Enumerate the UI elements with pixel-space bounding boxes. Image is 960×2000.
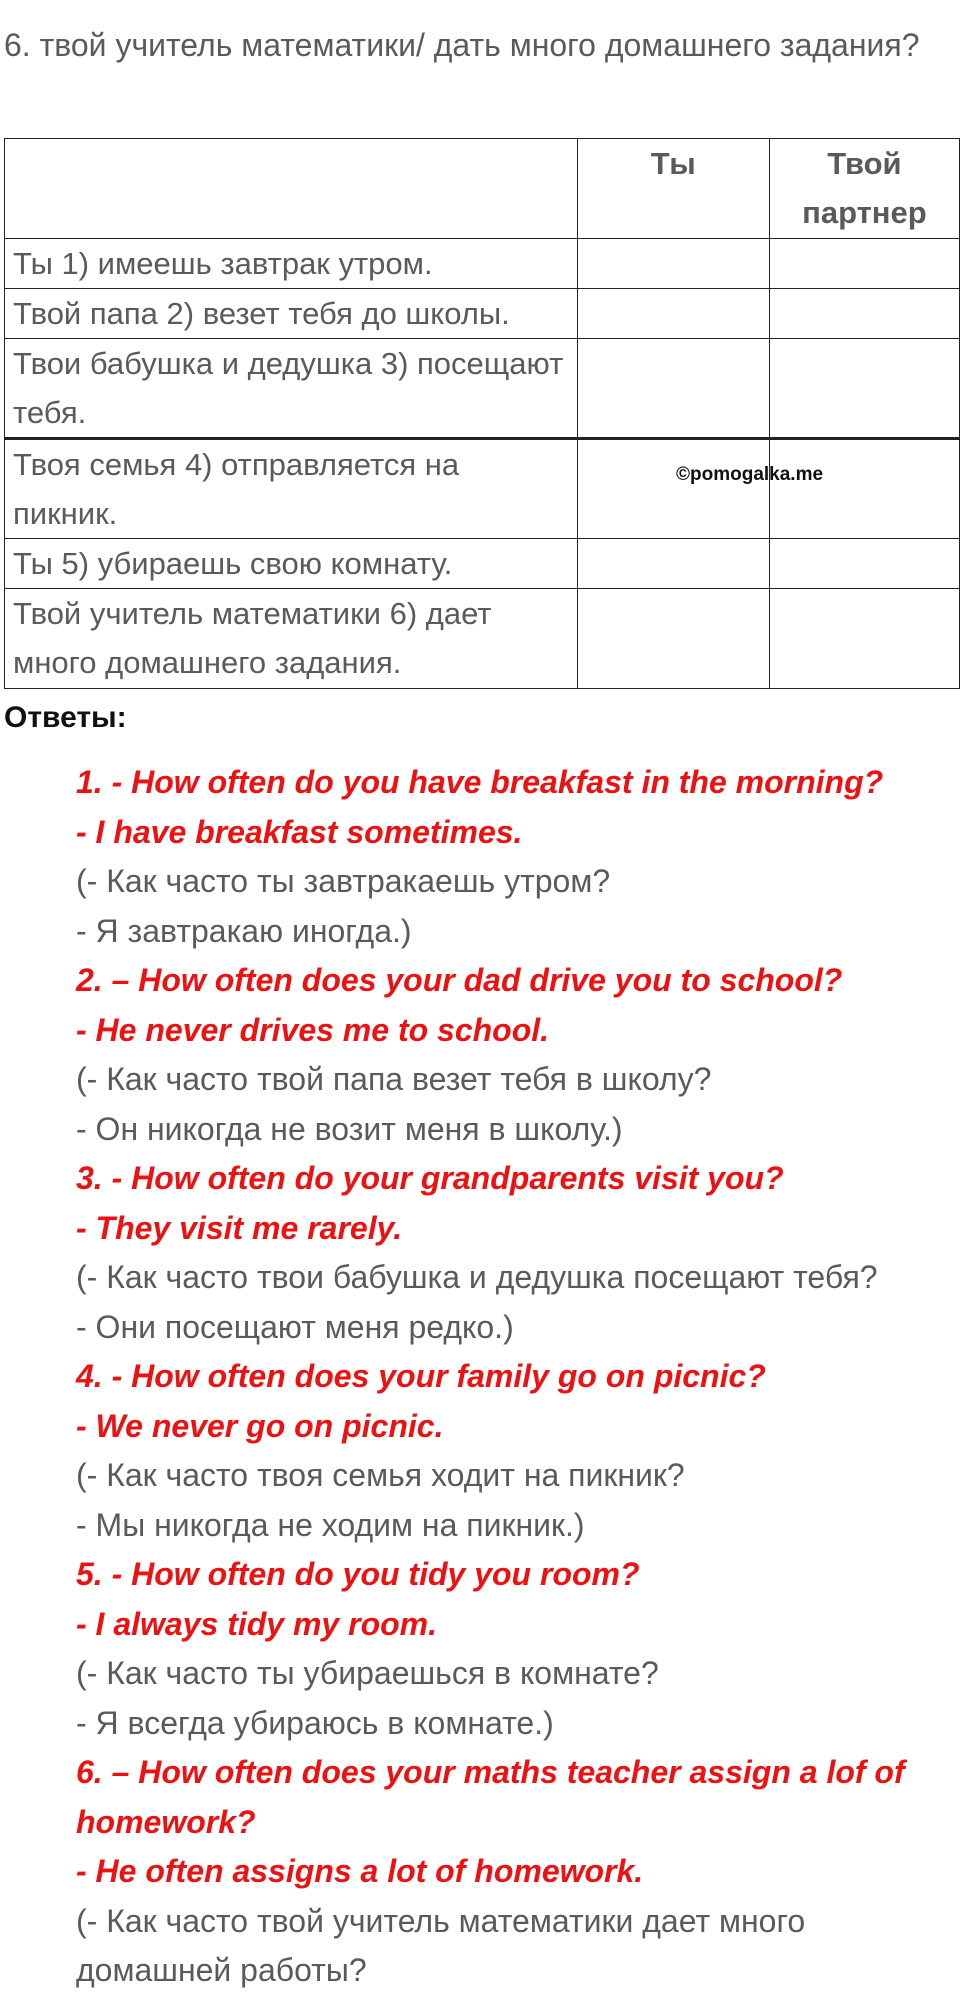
answer-item bbox=[76, 1550, 956, 1748]
answer-translation-response: - Они посещают меня редко.) bbox=[76, 1308, 514, 1345]
answer-item bbox=[76, 1352, 956, 1550]
answer-response: - He often assigns a lot of homework. bbox=[76, 1853, 644, 1889]
answer-question: 5. - How often do you tidy you room? bbox=[76, 1556, 640, 1592]
answer-translation-response: - Он никогда не возит меня в школу.) bbox=[76, 1110, 623, 1147]
row-cell-partner[interactable] bbox=[769, 589, 959, 689]
answer-question: 1. - How often do you have breakfast in the morning? bbox=[76, 764, 884, 800]
answers-list bbox=[76, 758, 956, 1996]
answer-response: - They visit me rarely. bbox=[76, 1209, 403, 1246]
table-row bbox=[5, 339, 960, 439]
answer-translation-response: - Я завтракаю иногда.) bbox=[76, 912, 412, 949]
row-cell-you[interactable] bbox=[577, 239, 769, 289]
row-statement: Твои бабушка и дедушка 3) посещают тебя. bbox=[5, 339, 578, 439]
table-row bbox=[5, 239, 960, 289]
row-cell-you[interactable] bbox=[577, 339, 769, 439]
answer-translation-question: (- Как часто твой учитель математики дает много домашней работы? bbox=[76, 1902, 806, 1988]
row-cell-you[interactable] bbox=[577, 589, 769, 689]
row-statement: Твой папа 2) везет тебя до школы. bbox=[5, 289, 578, 339]
answer-item bbox=[76, 956, 956, 1154]
answer-item bbox=[76, 1748, 956, 1996]
answer-translation-question: (- Как часто твоя семья ходит на пикник? bbox=[76, 1457, 685, 1493]
answer-translation-question: (- Как часто твои бабушка и дедушка посещают тебя? bbox=[76, 1259, 878, 1295]
header-you: Ты bbox=[577, 139, 769, 239]
row-cell-partner[interactable] bbox=[769, 539, 959, 589]
answer-translation-question: (- Как часто ты убираешься в комнате? bbox=[76, 1655, 659, 1691]
watermark-text: ©pomogalka.me bbox=[676, 464, 824, 485]
row-statement: Твой учитель математики 6) дает много домашнего задания. bbox=[5, 589, 578, 689]
answer-response: - We never go on picnic. bbox=[76, 1407, 444, 1444]
header-partner: Твой партнер bbox=[769, 139, 959, 239]
row-cell-you[interactable] bbox=[577, 439, 769, 539]
row-cell-partner[interactable] bbox=[769, 439, 959, 539]
answer-question: 2. – How often does your dad drive you to school? bbox=[76, 962, 843, 998]
answer-response: - I always tidy my room. bbox=[76, 1605, 437, 1642]
answer-translation-question: (- Как часто твой папа везет тебя в школу? bbox=[76, 1061, 712, 1097]
answer-item bbox=[76, 758, 956, 956]
row-cell-partner[interactable] bbox=[769, 289, 959, 339]
answer-question: 6. – How often does your maths teacher assign a lof of homework? bbox=[76, 1754, 905, 1840]
table-row bbox=[5, 289, 960, 339]
table-row bbox=[5, 439, 960, 539]
table-row bbox=[5, 589, 960, 689]
row-statement: Ты 1) имеешь завтрак утром. bbox=[5, 239, 578, 289]
row-cell-partner[interactable] bbox=[769, 239, 959, 289]
answer-item bbox=[76, 1154, 956, 1352]
row-statement: Ты 5) убираешь свою комнату. bbox=[5, 539, 578, 589]
answer-response: - He never drives me to school. bbox=[76, 1011, 550, 1048]
task-text: 6. твой учитель математики/ дать много домашнего задания? bbox=[4, 27, 920, 63]
survey-table bbox=[4, 138, 960, 689]
header-blank bbox=[5, 139, 578, 239]
table-header-row bbox=[5, 139, 960, 239]
answer-question: 3. - How often do your grandparents visit you? bbox=[76, 1160, 784, 1196]
table-row bbox=[5, 539, 960, 589]
answers-heading: Ответы: bbox=[4, 701, 127, 734]
answer-translation-question: (- Как часто ты завтракаешь утром? bbox=[76, 863, 611, 899]
answer-response: - I have breakfast sometimes. bbox=[76, 813, 523, 850]
row-cell-you[interactable] bbox=[577, 289, 769, 339]
row-cell-you[interactable] bbox=[577, 539, 769, 589]
answer-translation-response: - Я всегда убираюсь в комнате.) bbox=[76, 1704, 554, 1741]
answer-question: 4. - How often does your family go on picnic? bbox=[76, 1358, 766, 1394]
answer-translation-response: - Мы никогда не ходим на пикник.) bbox=[76, 1506, 585, 1543]
row-cell-partner[interactable] bbox=[769, 339, 959, 439]
row-statement: Твоя семья 4) отправляется на пикник. bbox=[5, 439, 578, 539]
